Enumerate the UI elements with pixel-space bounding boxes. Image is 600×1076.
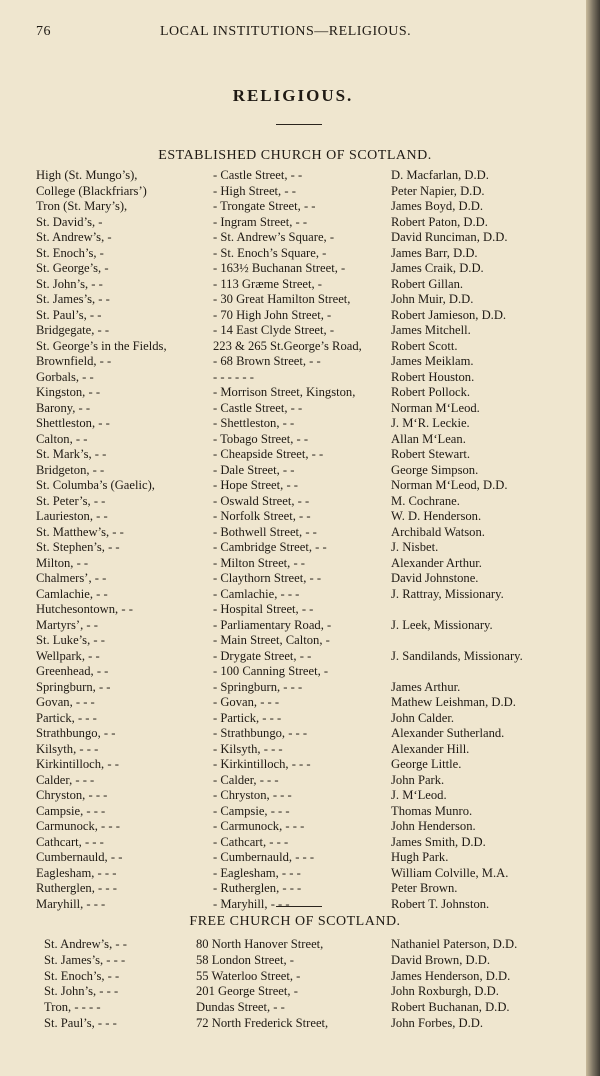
church-address: - Rutherglen, - - - — [213, 881, 302, 895]
table-row — [36, 726, 556, 742]
church-name: College (Blackfriars’) — [36, 183, 147, 198]
church-name: Shettleston, - - — [36, 416, 110, 430]
church-name: Chalmers’, - - — [36, 571, 107, 585]
minister-name: Norman M‘Leod, D.D. — [391, 478, 508, 492]
minister-name: George Little. — [391, 757, 462, 771]
minister-name: Archibald Watson. — [391, 524, 485, 539]
table-row — [36, 385, 556, 401]
church-name: Camlachie, - - — [36, 586, 108, 601]
church-name: Kirkintilloch, - - — [36, 757, 119, 771]
church-name: Campsie, - - - — [36, 803, 106, 818]
church-name: St. Andrew’s, - - — [44, 937, 127, 951]
table-row — [36, 354, 556, 370]
minister-name: James Craik, D.D. — [391, 261, 484, 275]
minister-name: James Meiklam. — [391, 354, 474, 368]
church-address: - 163½ Buchanan Street, - — [213, 261, 346, 275]
church-address: - Govan, - - - — [213, 695, 280, 709]
church-address: - St. Andrew’s Square, - — [213, 230, 335, 244]
church-address: - Cathcart, - - - — [213, 834, 289, 849]
table-row — [36, 1016, 556, 1032]
church-name: St. Enoch’s, - — [36, 245, 104, 260]
minister-name: Alexander Hill. — [391, 741, 470, 756]
table-row — [36, 618, 556, 634]
church-name: St. James’s, - - - — [44, 952, 126, 967]
table-row — [36, 788, 556, 804]
church-name: St. Enoch’s, - - — [44, 968, 120, 983]
church-name: Cumbernauld, - - — [36, 850, 123, 864]
table-row — [36, 308, 556, 324]
church-name: Bridgegate, - - — [36, 323, 110, 337]
minister-name: John Muir, D.D. — [391, 292, 474, 306]
minister-name: J. Leek, Missionary. — [391, 617, 493, 632]
church-name: High (St. Mungo’s), — [36, 168, 138, 182]
minister-name: James Barr, D.D. — [391, 245, 478, 260]
minister-name: Thomas Munro. — [391, 803, 473, 818]
church-address: - Campsie, - - - — [213, 803, 290, 818]
minister-name: M. Cochrane. — [391, 493, 460, 508]
church-name: St. George’s, - — [36, 261, 109, 275]
church-name: Carmunock, - - - — [36, 819, 120, 833]
church-address: - 113 Græme Street, - — [213, 276, 323, 291]
table-row — [36, 1000, 556, 1016]
table-row — [36, 230, 556, 246]
church-name: St. Mark’s, - - — [36, 447, 107, 461]
church-name: Milton, - - — [36, 555, 89, 570]
table-row — [36, 525, 556, 541]
church-name: Bridgeton, - - — [36, 462, 105, 477]
established-church-heading: ESTABLISHED CHURCH OF SCOTLAND. — [158, 148, 432, 163]
table-row — [36, 984, 556, 1000]
minister-name: Allan M‘Lean. — [391, 431, 466, 446]
church-address: 80 North Hanover Street, — [196, 937, 324, 951]
minister-name: Robert Stewart. — [391, 447, 471, 461]
church-address: - Kilsyth, - - - — [213, 741, 283, 756]
minister-name: James Boyd, D.D. — [391, 199, 483, 213]
book-spine — [586, 0, 600, 1076]
minister-name: Peter Napier, D.D. — [391, 183, 485, 198]
church-address: - 100 Canning Street, - — [213, 664, 329, 678]
table-row — [36, 773, 556, 789]
table-row — [36, 835, 556, 851]
minister-name: J. M‘Leod. — [391, 788, 447, 802]
church-name: St. Paul’s, - - — [36, 307, 102, 322]
table-row — [36, 953, 556, 969]
table-row — [36, 937, 556, 953]
church-name: Eaglesham, - - - — [36, 865, 117, 880]
table-row — [36, 432, 556, 448]
free-church-table — [36, 937, 556, 1032]
minister-name: Robert Jamieson, D.D. — [391, 307, 507, 322]
table-row — [36, 587, 556, 603]
church-address: - Hope Street, - - — [213, 478, 298, 492]
church-address: - Morrison Street, Kingston, — [213, 385, 356, 399]
table-row — [36, 757, 556, 773]
church-address: - Cambridge Street, - - — [213, 540, 327, 554]
table-row — [36, 897, 556, 913]
minister-name: James Arthur. — [391, 679, 461, 694]
church-name: Calton, - - — [36, 431, 88, 446]
table-row — [36, 416, 556, 432]
table-row — [36, 292, 556, 308]
minister-name: David Johnstone. — [391, 571, 479, 585]
church-address: - Castle Street, - - — [213, 400, 303, 415]
table-row — [36, 664, 556, 680]
church-address: - Drygate Street, - - — [213, 648, 312, 663]
church-address: - Strathbungo, - - - — [213, 726, 308, 740]
church-address: - 68 Brown Street, - - — [213, 354, 321, 368]
table-row — [36, 649, 556, 665]
free-church-heading: FREE CHURCH OF SCOTLAND. — [189, 914, 401, 929]
table-row — [36, 509, 556, 525]
minister-name: Robert Scott. — [391, 338, 458, 353]
minister-name: J. Sandilands, Missionary. — [391, 648, 523, 663]
church-name: Partick, - - - — [36, 710, 97, 725]
section-rule — [276, 906, 322, 907]
minister-name: Alexander Arthur. — [391, 555, 482, 570]
minister-name: Robert T. Johnston. — [391, 896, 490, 911]
table-row — [36, 370, 556, 386]
minister-name: J. Rattray, Missionary. — [391, 586, 504, 601]
church-address: - 14 East Clyde Street, - — [213, 323, 335, 337]
church-address: 223 & 265 St.George’s Road, — [213, 338, 362, 353]
table-row — [36, 540, 556, 556]
church-address: - High Street, - - — [213, 183, 296, 198]
minister-name: James Mitchell. — [391, 323, 471, 337]
minister-name: Alexander Sutherland. — [391, 726, 505, 740]
church-name: Greenhead, - - — [36, 664, 109, 678]
minister-name: John Henderson. — [391, 819, 476, 833]
table-row — [36, 819, 556, 835]
church-address: - Dale Street, - - — [213, 462, 295, 477]
title-rule — [276, 124, 322, 125]
table-row — [36, 711, 556, 727]
church-address: - Milton Street, - - — [213, 555, 305, 570]
table-row — [36, 215, 556, 231]
table-row — [36, 602, 556, 618]
church-address: - Cheapside Street, - - — [213, 447, 324, 461]
church-address: 72 North Frederick Street, — [196, 1015, 329, 1030]
table-row — [36, 850, 556, 866]
church-address: - Ingram Street, - - — [213, 214, 308, 229]
table-row — [36, 695, 556, 711]
minister-name: W. D. Henderson. — [391, 509, 482, 523]
church-address: - - - - - - — [213, 369, 254, 384]
page-header — [36, 24, 530, 48]
church-address: - Norfolk Street, - - — [213, 509, 311, 523]
church-address: - Calder, - - - — [213, 772, 279, 787]
church-address: - Chryston, - - - — [213, 788, 292, 802]
church-address: - Claythorn Street, - - — [213, 571, 322, 585]
table-row — [36, 339, 556, 355]
minister-name: Mathew Leishman, D.D. — [391, 695, 516, 709]
church-address: - 30 Great Hamilton Street, — [213, 292, 351, 306]
established-church-table — [36, 168, 556, 912]
minister-name: Norman M‘Leod. — [391, 400, 480, 415]
church-address: - Kirkintilloch, - - - — [213, 757, 311, 771]
page-title: RELIGIOUS. — [232, 86, 354, 105]
church-address: - Partick, - - - — [213, 710, 282, 725]
church-address: 55 Waterloo Street, - — [196, 968, 301, 983]
minister-name: J. M‘R. Leckie. — [391, 416, 470, 430]
church-name: St. John’s, - - - — [44, 984, 119, 999]
church-address: - Shettleston, - - — [213, 416, 295, 430]
church-address: - Parliamentary Road, - — [213, 617, 332, 632]
table-row — [36, 742, 556, 758]
church-address: - Camlachie, - - - — [213, 586, 300, 601]
church-name: St. Paul’s, - - - — [44, 1015, 117, 1030]
minister-name: Robert Pollock. — [391, 385, 471, 399]
minister-name: Robert Houston. — [391, 369, 475, 384]
minister-name: John Park. — [391, 772, 445, 787]
minister-name: Nathaniel Paterson, D.D. — [391, 937, 518, 951]
minister-name: John Forbes, D.D. — [391, 1015, 484, 1030]
table-row — [36, 804, 556, 820]
table-row — [36, 680, 556, 696]
church-address: - Trongate Street, - - — [213, 199, 316, 213]
church-address: - Oswald Street, - - — [213, 493, 310, 508]
church-name: Strathbungo, - - — [36, 726, 116, 740]
church-address: 201 George Street, - — [196, 984, 298, 999]
table-row — [36, 168, 556, 184]
church-name: St. Peter’s, - - — [36, 493, 106, 508]
church-name: Govan, - - - — [36, 695, 95, 709]
table-row — [36, 881, 556, 897]
minister-name: James Henderson, D.D. — [391, 968, 511, 983]
church-address: 58 London Street, - — [196, 952, 294, 967]
church-name: St. David’s, - — [36, 214, 103, 229]
church-name: Kilsyth, - - - — [36, 741, 99, 756]
church-address: - St. Enoch’s Square, - — [213, 245, 327, 260]
church-name: Tron, - - - - — [44, 1000, 101, 1015]
minister-name: George Simpson. — [391, 462, 479, 477]
church-name: Springburn, - - — [36, 679, 111, 694]
table-row — [36, 478, 556, 494]
church-address: - Cumbernauld, - - - — [213, 850, 315, 864]
church-address: - 70 High John Street, - — [213, 307, 332, 322]
table-row — [36, 199, 556, 215]
table-row — [36, 633, 556, 649]
church-name: St. Columba’s (Gaelic), — [36, 478, 155, 492]
table-row — [36, 184, 556, 200]
minister-name: Peter Brown. — [391, 881, 458, 895]
church-address: - Springburn, - - - — [213, 679, 303, 694]
church-name: St. Matthew’s, - - — [36, 524, 124, 539]
church-name: Tron (St. Mary’s), — [36, 199, 128, 213]
minister-name: Robert Paton, D.D. — [391, 214, 488, 229]
table-row — [36, 277, 556, 293]
church-name: Kingston, - - — [36, 385, 101, 399]
church-name: St. Stephen’s, - - — [36, 540, 120, 554]
table-row — [36, 401, 556, 417]
church-address: - Tobago Street, - - — [213, 431, 309, 446]
table-row — [36, 261, 556, 277]
running-title: LOCAL INSTITUTIONS—RELIGIOUS. — [160, 24, 412, 39]
table-row — [36, 246, 556, 262]
minister-name: David Runciman, D.D. — [391, 230, 508, 244]
church-address: - Castle Street, - - — [213, 168, 303, 182]
minister-name: William Colville, M.A. — [391, 865, 509, 880]
table-row — [36, 323, 556, 339]
church-address: - Eaglesham, - - - — [213, 865, 301, 880]
church-name: St. Luke’s, - - — [36, 633, 105, 647]
church-name: Calder, - - - — [36, 772, 95, 787]
minister-name: John Calder. — [391, 710, 454, 725]
table-row — [36, 463, 556, 479]
church-name: St. John’s, - - — [36, 276, 103, 291]
church-name: Cathcart, - - - — [36, 834, 104, 849]
church-name: Martyrs’, - - — [36, 617, 98, 632]
church-name: Barony, - - — [36, 400, 91, 415]
table-row — [36, 969, 556, 985]
church-address: - Hospital Street, - - — [213, 602, 314, 616]
church-name: Rutherglen, - - - — [36, 881, 117, 895]
page-number: 76 — [36, 24, 51, 39]
minister-name: J. Nisbet. — [391, 540, 439, 554]
church-address: - Main Street, Calton, - — [213, 633, 330, 647]
church-address: - Bothwell Street, - - — [213, 524, 317, 539]
church-name: St. James’s, - - — [36, 292, 110, 306]
minister-name: Hugh Park. — [391, 850, 449, 864]
church-name: Hutchesontown, - - — [36, 602, 133, 616]
table-row — [36, 494, 556, 510]
church-address: - Carmunock, - - - — [213, 819, 305, 833]
church-name: Maryhill, - - - — [36, 896, 106, 911]
table-row — [36, 447, 556, 463]
church-name: Chryston, - - - — [36, 788, 108, 802]
table-row — [36, 866, 556, 882]
church-address: Dundas Street, - - — [196, 1000, 285, 1015]
minister-name: John Roxburgh, D.D. — [391, 984, 499, 999]
church-name: Wellpark, - - — [36, 648, 100, 663]
minister-name: Robert Gillan. — [391, 276, 464, 291]
table-row — [36, 556, 556, 572]
church-name: Laurieston, - - — [36, 509, 108, 523]
minister-name: D. Macfarlan, D.D. — [391, 168, 489, 182]
minister-name: David Brown, D.D. — [391, 952, 490, 967]
church-name: St. Andrew’s, - — [36, 230, 112, 244]
church-address: - Maryhill, - - - — [213, 896, 290, 911]
minister-name: James Smith, D.D. — [391, 834, 486, 849]
minister-name: Robert Buchanan, D.D. — [391, 1000, 510, 1015]
church-name: St. George’s in the Fields, — [36, 338, 167, 353]
table-row — [36, 571, 556, 587]
church-name: Gorbals, - - — [36, 369, 94, 384]
church-name: Brownfield, - - — [36, 354, 112, 368]
